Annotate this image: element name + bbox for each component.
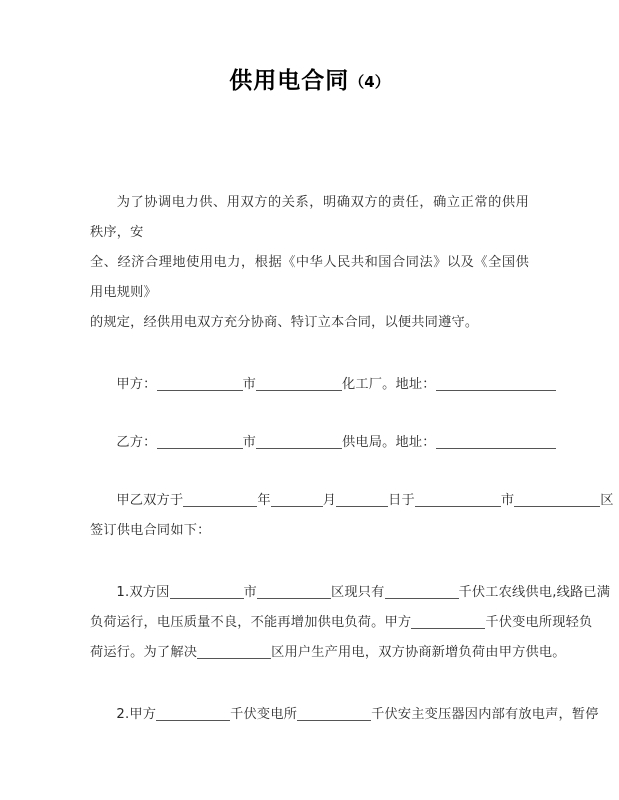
spacer [90,458,529,486]
party-a-name-blank[interactable] [256,377,342,391]
clause-2-number: 2. [116,706,130,722]
clause-1-district-blank[interactable] [257,585,331,599]
signing-city-blank[interactable] [415,493,501,507]
page-title-suffix: （4） [349,73,390,91]
signing-closing-text: 签订供电合同如下： [90,522,211,538]
spacer [90,400,529,428]
signing-month-unit: 月 [322,492,337,508]
party-b-address-label: 地址： [395,434,436,450]
clause-1-number: 1. [116,584,130,600]
party-b-address-blank[interactable] [436,435,556,449]
clause-2-kv-blank[interactable] [156,707,230,721]
signing-day-unit: 日于 [388,492,415,508]
clause-1-solve-blank[interactable] [197,645,271,659]
clause-1-line3-tail: 区用户生产用电，双方协商新增负荷由甲方供电。 [271,644,566,660]
clause-1-seg-4: 千伏工农线供电,线路已满 [458,584,611,600]
party-b-name-blank[interactable] [256,435,342,449]
party-a-address-blank[interactable] [436,377,556,391]
clause-1-city-blank[interactable] [170,585,244,599]
signing-district-unit: 区 [600,492,614,508]
clause-2-mid: 千伏变电所 [230,706,298,722]
clause-2-head: 甲方 [129,706,157,722]
spacer [90,668,529,700]
party-a-city-unit: 市 [242,376,256,392]
signing-city-unit: 市 [500,492,515,508]
clause-1-line2-tail: 千伏变电所现轻负 [485,614,593,630]
page-title-main: 供用电合同 [229,68,350,94]
preamble-line-3 [90,308,529,338]
clause-1-line2-head: 负荷运行，电压质量不良，不能再增加供电负荷。甲方 [90,614,412,630]
party-b-city-unit: 市 [242,434,256,450]
party-a-label: 甲方： [116,376,157,392]
clause-1-line-3 [90,638,566,668]
party-a-row [90,370,529,400]
clause-2-line-1 [90,700,599,730]
party-b-city-blank[interactable] [157,435,243,449]
preamble-text-1: 为了协调电力供、用双方的关系，明确双方的责任，确立正常的供用秩序，安 [90,194,529,240]
clause-1-line-1 [90,578,611,608]
clause-1-seg-1: 双方因 [129,584,170,600]
signing-year-unit: 年 [257,492,271,508]
clause-1-line-2 [90,608,593,638]
clause-2-tail: 千伏安主变压器因内部有放电声，暂停 [371,706,599,722]
preamble-line-1 [90,188,529,248]
spacer [90,338,529,370]
document-body [90,188,614,730]
signing-day-blank[interactable] [336,493,388,507]
signing-year-blank[interactable] [183,493,257,507]
preamble-text-3: 的规定，经供用电双方充分协商、特订立本合同，以便共同遵守。 [90,314,479,330]
preamble-line-2 [90,248,529,308]
preamble-text-2: 全、经济合理地使用电力，根据《中华人民共和国合同法》以及《全国供用电规则》 [90,254,529,300]
signing-prefix: 甲乙双方于 [116,492,184,508]
clause-1-substation-blank[interactable] [411,615,485,629]
clause-1-kv-blank[interactable] [385,585,459,599]
signing-month-blank[interactable] [271,493,323,507]
signing-district-blank[interactable] [514,493,600,507]
party-b-row [90,428,529,458]
party-a-name-unit: 化工厂。 [341,376,396,392]
spacer [90,546,529,578]
signing-date-row [90,486,614,516]
clause-1-line3-head: 荷运行。为了解决 [90,644,198,660]
party-b-name-unit: 供电局。 [341,434,396,450]
clause-1-seg-3: 区现只有 [330,584,385,600]
party-a-city-blank[interactable] [157,377,243,391]
clause-1-seg-2: 市 [243,584,257,600]
clause-2-kva-blank[interactable] [297,707,371,721]
signing-closing-row [90,516,529,546]
page-title [90,0,529,96]
party-b-label: 乙方： [116,434,157,450]
party-a-address-label: 地址： [395,376,436,392]
